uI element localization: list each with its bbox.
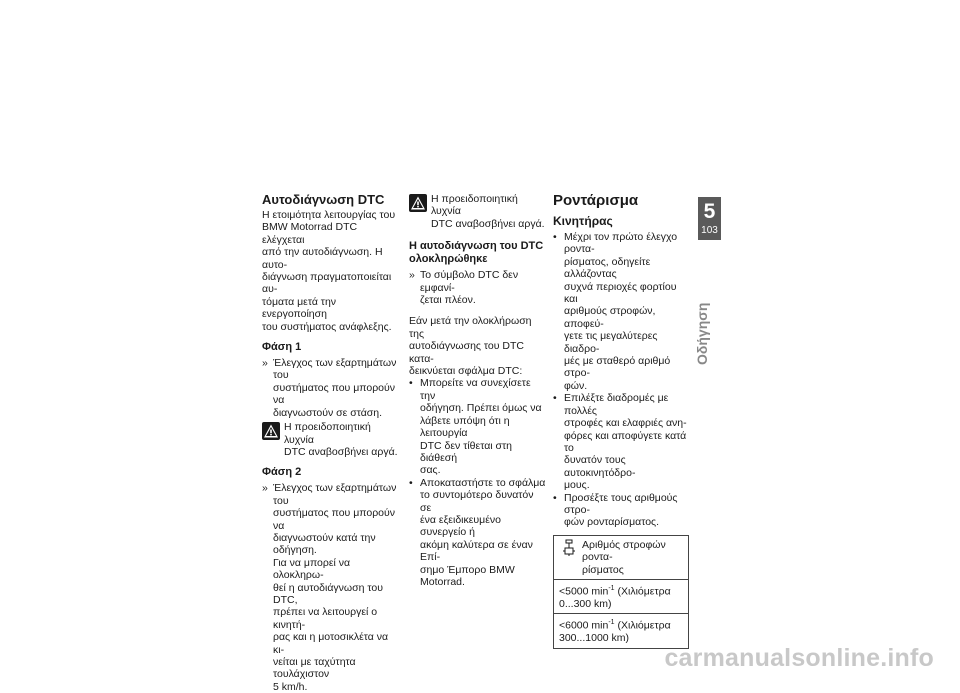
chapter-number: 5 [703, 200, 716, 223]
engine-subheading: Κινητήρας [553, 214, 613, 228]
page-number: 103 [701, 225, 718, 236]
phase-1-result: » Έλεγχος των εξαρτημάτων του συστήματος που μπορούν να διαγνωστούν σε στάση. [262, 357, 397, 419]
phase-2-heading: Φάση 2 [262, 466, 302, 479]
list-item: • Μπορείτε να συνεχίσετε την οδήγηση. Πρέπει όμως να λάβετε υπόψη ότι η λειτουργία DTC δεν τίθεται στη διάθεσή σας. [409, 377, 542, 477]
self-diagnosis-complete-heading: Η αυτοδιάγνωση του DTC ολοκληρώθηκε [409, 240, 544, 266]
fault-paragraph: Εάν μετά την ολοκλήρωση της αυτοδιάγνωσης του DTC κατα- δεικνύεται σφάλμα DTC: [409, 315, 532, 378]
chapter-tab [698, 197, 721, 240]
phase-1-list [262, 357, 402, 419]
chapter-side-label: Οδήγηση [694, 302, 710, 365]
phase-2-list [262, 482, 402, 693]
intro-paragraph: Η ετοιμότητα λειτουργίας του BMW Motorrad DTC ελέγχεται από την αυτοδιάγνωση. Η αυτο- διάγνωση πραγματοποιείται αυ- τόματα μετά την ενεργοποίηση του συστήματος ανάφλεξης. [262, 209, 396, 333]
section-title-running-in: Ροντάρισμα [553, 192, 639, 209]
running-in-bullets [553, 231, 691, 529]
column-2 [409, 193, 546, 588]
result-marker: » [262, 482, 268, 495]
phase-1-heading: Φάση 1 [262, 341, 302, 354]
fault-bullets [409, 377, 546, 588]
bullet-marker: • [553, 491, 557, 504]
result-marker: » [409, 269, 415, 282]
warning-triangle-icon [262, 422, 280, 440]
column-1 [262, 193, 402, 693]
list-item: • Προσέξτε τους αριθμούς στρο- φών ρονταρίσματος. [553, 491, 678, 529]
bullet-marker: • [409, 476, 413, 489]
list-item: • Μέχρι τον πρώτο έλεγχο ροντα- ρίσματος, οδηγείτε αλλάζοντας συχνά περιοχές φορτίου και αριθμούς στροφών, αποφεύ- γετε τις μεγαλύτερες διαδρο- μές με σταθερό αριθμό στρο- φών. [553, 231, 678, 392]
table-row: <5000 $\min^{-1} (X\iota\lambda\iota ό\mu\varepsilon\tau\rho\alpha$ 0...300 km) [554, 579, 689, 613]
running-in-rpm-table [553, 535, 689, 649]
table-row: Αριθμός στροφών ροντα- ρίσματος [554, 535, 689, 579]
result-marker: » [262, 357, 268, 370]
column-3 [553, 193, 691, 649]
list-item: • Επιλέξτε διαδρομές με πολλές στροφές και ελαφριές ανη- φόρες και αποφύγετε κατά το δυνατόν τους αυτοκινητόδρο- μους. [553, 392, 687, 492]
engine-speed-icon [562, 539, 576, 557]
phase-1-warning: Η προειδοποιητική λυχνία DTC αναβοσβήνει αργά. [262, 421, 402, 458]
section-title-dtc-self-diagnosis: Αυτοδιάγνωση DTC [262, 192, 385, 207]
table-row: <6000 $\min^{-1} (X\iota\lambda\iota ό\mu\varepsilon\tau\rho\alpha$ 300...1000 km) [554, 614, 689, 648]
watermark: carmanualsonline.info [664, 644, 934, 672]
bullet-marker: • [553, 231, 557, 243]
phase-2-result: » Έλεγχος των εξαρτημάτων του συστήματος που μπορούν να διαγνωστούν κατά την οδήγηση. Για να μπορεί να ολοκληρω- θεί η αυτοδιάγνωση του DTC, πρέπει να λειτουργεί ο κινητή- ρας και η μοτοσικλέτα να κι- νείται με ταχύτητα τουλάχιστον 5 km/h. [262, 482, 397, 693]
bullet-marker: • [553, 392, 557, 405]
bullet-marker: • [409, 377, 413, 390]
phase-2-warning: Η προειδοποιητική λυχνία DTC αναβοσβήνει αργά. [409, 193, 546, 230]
warning-triangle-icon [409, 194, 427, 212]
list-item: • Αποκαταστήστε το σφάλμα το συντομότερο δυνατόν σε ένα εξειδικευμένο συνεργείο ή ακόμη καλύτερα σε έναν Επί- σημο Έμπορο BMW Motorrad. [409, 476, 546, 588]
completion-list [409, 269, 546, 306]
completion-result: » Το σύμβολο DTC δεν εμφανί- ζεται πλέον. [409, 269, 519, 307]
